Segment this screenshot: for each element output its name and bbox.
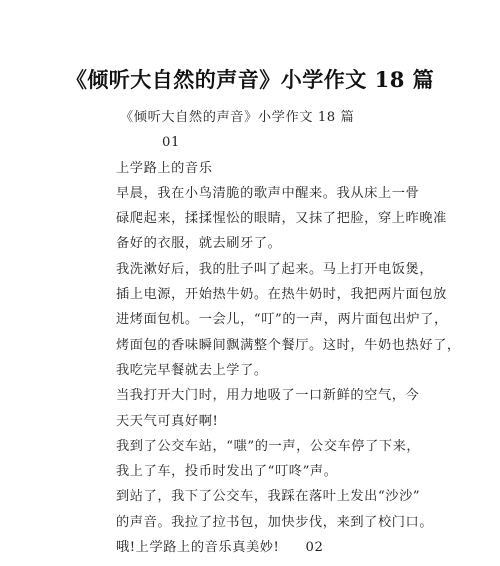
- paragraph-line: 到站了，我下了公交车，我踩在落叶上发出“沙沙”: [116, 489, 421, 505]
- paragraph-line: 的声音。我拉了拉书包，加快步伐，来到了校门口。: [116, 514, 434, 530]
- paragraph-line: 备好的衣服，就去刷牙了。: [116, 236, 282, 252]
- paragraph-line: 早晨，我在小鸟清脆的歌声中醒来。我从床上一骨: [116, 185, 420, 201]
- page-title: 《倾听大自然的声音》小学作文 18 篇: [65, 67, 435, 92]
- section-number: 01: [162, 135, 180, 151]
- article-subtitle: 《倾听大自然的声音》小学作文 18 篇: [120, 110, 355, 125]
- paragraph-line: 烤面包的香味瞬间飘满整个餐厅。这时，牛奶也热好了，: [116, 337, 461, 353]
- paragraph-line: 碌爬起来，揉揉惺忪的眼睛，又抹了把脸，穿上昨晚准: [116, 211, 447, 227]
- paragraph-line: 我洗漱好后，我的肚子叫了起来。马上打开电饭煲，: [116, 261, 434, 277]
- closing-line: 哦!上学路上的音乐真美妙!: [116, 540, 280, 556]
- next-section-number: 02: [305, 540, 324, 556]
- paragraph-line: 我到了公交车站，“嗤”的一声，公交车停了下来，: [116, 438, 421, 454]
- paragraph-line: 我上了车，投币时发出了“叮咚”声。: [116, 464, 338, 480]
- closing-line-row: [116, 535, 416, 560]
- paragraph-line: 插上电源，开始热牛奶。在热牛奶时，我把两片面包放: [116, 287, 447, 303]
- paragraph-line: 进烤面包机。一会儿，“叮”的一声，两片面包出炉了，: [116, 312, 448, 328]
- paragraph-line: 我吃完早餐就去上学了。: [116, 362, 268, 378]
- section-heading: 上学路上的音乐: [116, 160, 213, 176]
- article-body: [116, 105, 461, 560]
- paragraph-line: 当我打开大门时，用力地吸了一口新鲜的空气，今: [116, 388, 420, 404]
- paragraph-line: 天天气可真好啊!: [116, 413, 219, 429]
